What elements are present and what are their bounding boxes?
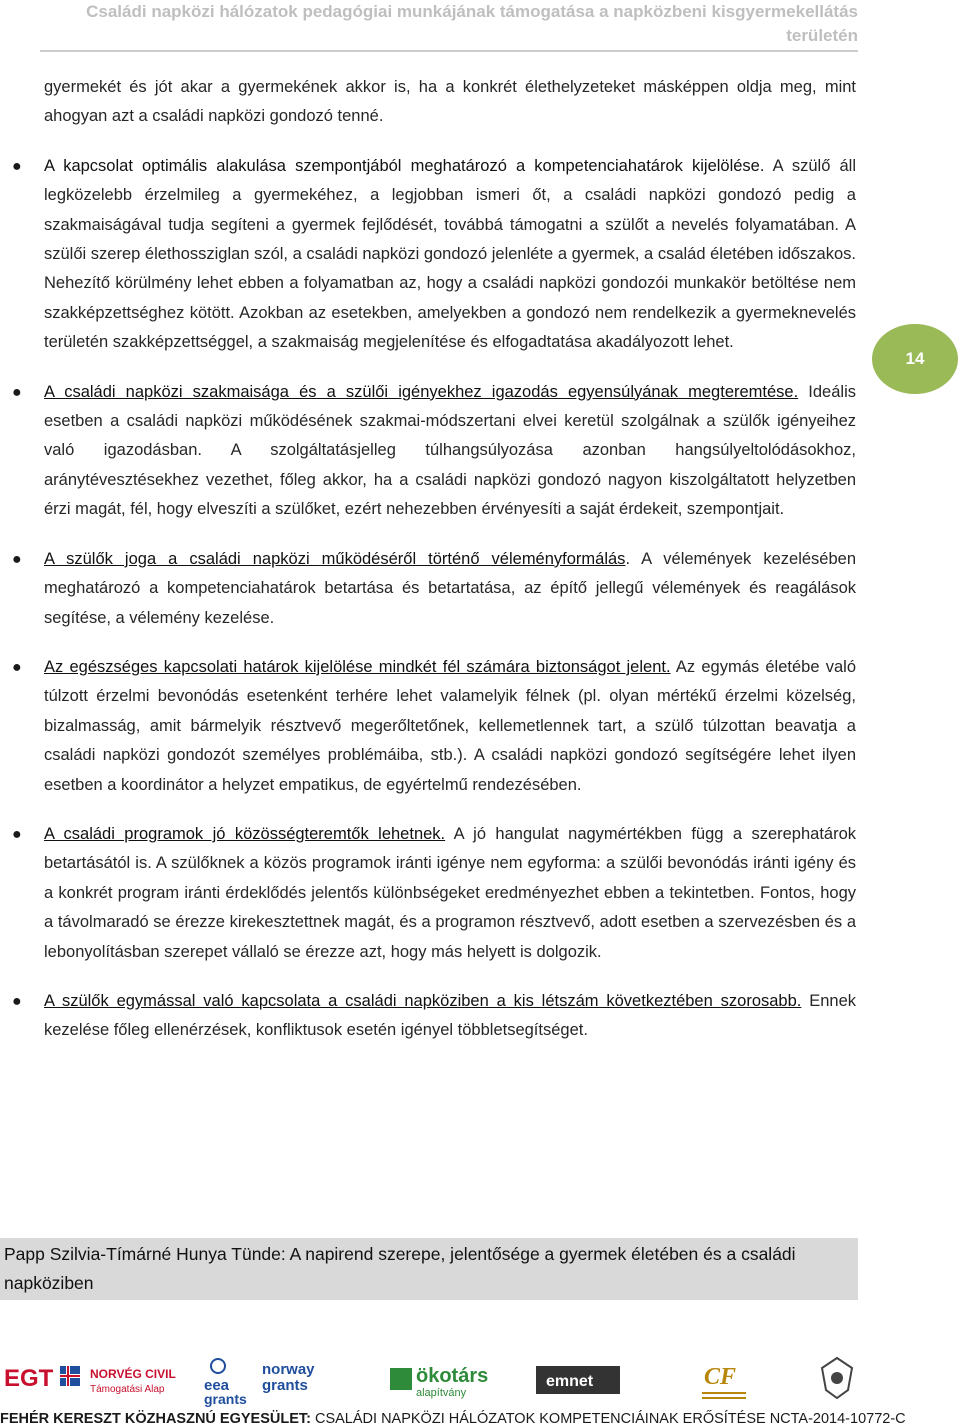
list-item-text: . A vélemények kezelésében meghatározó a kompetenciahatárok betartása és betartatása, az építő jellegű vélemények és reagálások segítése, a vélemény kezelése. bbox=[44, 549, 856, 627]
intro-paragraph: gyermekét és jót akar a gyermekének akkor is, ha a konkrét élethelyzeteket másképpen oldja meg, mint ahogyan azt a családi napközi gondozó tenné. bbox=[44, 78, 856, 126]
bullet-icon: ● bbox=[12, 825, 22, 843]
svg-text:CF: CF bbox=[704, 1364, 737, 1390]
egt-logo-text: EGT bbox=[4, 1365, 54, 1392]
running-header bbox=[0, 0, 960, 48]
footer-org: FEHÉR KERESZT KÖZHASZNÚ EGYESÜLET: bbox=[0, 1411, 311, 1427]
eea-grants-logo bbox=[198, 1352, 264, 1408]
egt-logo bbox=[0, 1352, 195, 1408]
list-item-lead: A szülők egymással való kapcsolata a családi napköziben a kis létszám következtében szorosabb. bbox=[44, 991, 802, 1010]
list-item bbox=[12, 152, 857, 358]
list-item-lead: A kapcsolat optimális alakulása szempontjából meghatározó a kompetenciahatárok kijelölése. bbox=[44, 156, 765, 175]
list-item-text: Ennek kezelése főleg ellenérzések, konfliktusok esetén igényel többletsegítséget. bbox=[44, 991, 856, 1040]
bullet-icon: ● bbox=[12, 550, 22, 568]
main-content bbox=[12, 73, 857, 1046]
svg-text:grants: grants bbox=[262, 1377, 308, 1394]
list-item-text: A szülő áll legközelebb érzelmileg a gyermekéhez, a legjobban ismeri őt, a családi napközi gondozó pedig a szakmaiságával tudja segíteni a gyermek fejlődését, továbbá támogatni a szülőt a nevelés folyamatában. A szülői szerep élethossziglan szól, a családi napközi gondozó jelenléte a gyermek, a család életében időszakos. Nehezítő körülmény lehet ebben a folyamatban az, hogy a családi napközi gondozói munkakör betöltése nem szakképzettséghez kötött. Azokban az esetekben, amelyekben a gondozó nem rendelkezik a gyermeknevelés területén szakképzettséggel, a szakmaiság megjelenítése és elfogadtatása akadályozott lehet. bbox=[44, 156, 857, 352]
norveg-logo-sub: Támogatási Alap bbox=[90, 1384, 165, 1395]
svg-text:grants: grants bbox=[204, 1391, 247, 1407]
list-item bbox=[12, 820, 857, 967]
footer-project-line bbox=[0, 1410, 960, 1428]
emnet-logo bbox=[534, 1352, 624, 1408]
section-title-band: Papp Szilvia-Tímárné Hunya Tünde: A napirend szerepe, jelentősége a gyermek életében és a családi napköziben bbox=[0, 1238, 858, 1300]
list-item-lead: A családi napközi szakmaisága és a szülői igényekhez igazodás egyensúlyának megteremtése. bbox=[44, 382, 799, 401]
svg-text:ökotárs: ökotárs bbox=[416, 1365, 489, 1387]
footer-project: CSALÁDI NAPKÖZI HÁLÓZATOK KOMPETENCIÁINAK ERŐSÍTÉSE NCTA-2014-10772-C bbox=[310, 1411, 906, 1427]
bullet-icon: ● bbox=[12, 157, 22, 175]
list-item-text: Ideális esetben a családi napközi működésének szakmai-módszertani elvei keretül szolgálnak a szülők igényeihez való igazodásban. A szolgáltatásjelleg túlhangsúlyozása azonban hangsúlyeltolódásokhoz, aránytévesztésekhez vezethet, főleg akkor, ha a családi napközi gondozó nagyon kiszolgáltatott helyzetben érzi magát, fél, hogy elveszíti a szülőket, ezért nehezebben érvényesíti a saját érdekeit, szempontjait. bbox=[44, 382, 856, 519]
list-item-lead: A szülők joga a családi napközi működéséről történő véleményformálás bbox=[44, 549, 626, 568]
svg-text:norway: norway bbox=[262, 1361, 315, 1378]
list-item bbox=[12, 653, 857, 800]
header-divider bbox=[40, 50, 858, 52]
bullet-icon: ● bbox=[12, 658, 22, 676]
svg-text:eea: eea bbox=[204, 1377, 230, 1394]
bullet-icon: ● bbox=[12, 992, 22, 1010]
list-item bbox=[12, 545, 856, 633]
list-item-text: Az egymás életébe való túlzott érzelmi bevonódás esetenként terhére lehet valamelyik félnek (pl. olyan mértékű érzelmi közelség, bizalmasság, amit bármelyik résztvevő megerőltetőnek, kellemetlennek tart, a szülő túlzottan beavatja a családi napközi gondozót személyes problémáiba, stb.). A családi napközi gondozó segítségére lehet ilyen esetben a koordinátor a helyzet empatikus, de egyértelmű rendezésében. bbox=[44, 657, 857, 794]
list-item bbox=[12, 378, 856, 525]
emblem-logo bbox=[812, 1352, 862, 1408]
list-item-text: A jó hangulat nagymértékben függ a szerephatárok betartásától is. A szülőknek a közös programok iránti igénye nem egyforma: a szülői bevonódás iránti igény és a konkrét program iránti érdeklődés jelentős különbségeket eredményezhet ebben a tekintetben. Fontos, hogy a távolmaradó se érezze kirekesztettnek magát, és a programon résztvevő, adott esetben a szervezésben és a lebonyolításban szerepet vállaló se érezze azt, hogy más helyett is dolgozik. bbox=[44, 824, 857, 961]
page-number-badge: 14 bbox=[872, 324, 958, 394]
header-title-line2: területén bbox=[786, 26, 858, 45]
svg-text:alapítvány: alapítvány bbox=[416, 1387, 467, 1399]
svg-text:emnet: emnet bbox=[546, 1373, 594, 1390]
bullet-icon: ● bbox=[12, 383, 22, 401]
header-title-line1: Családi napközi hálózatok pedagógiai munkájának támogatása a napközbeni kisgyermekellátás bbox=[86, 2, 858, 21]
list-item bbox=[12, 987, 856, 1046]
norway-grants-logo bbox=[262, 1352, 342, 1408]
cf-logo bbox=[694, 1352, 754, 1408]
norveg-logo-text: NORVÉG CIVIL bbox=[90, 1367, 176, 1381]
okotars-logo bbox=[388, 1352, 506, 1408]
list-item-lead: Az egészséges kapcsolati határok kijelölése mindkét fél számára biztonságot jelent. bbox=[44, 657, 671, 676]
list-item-lead: A családi programok jó közösségteremtők lehetnek. bbox=[44, 824, 446, 843]
sponsor-logos bbox=[0, 1352, 960, 1408]
